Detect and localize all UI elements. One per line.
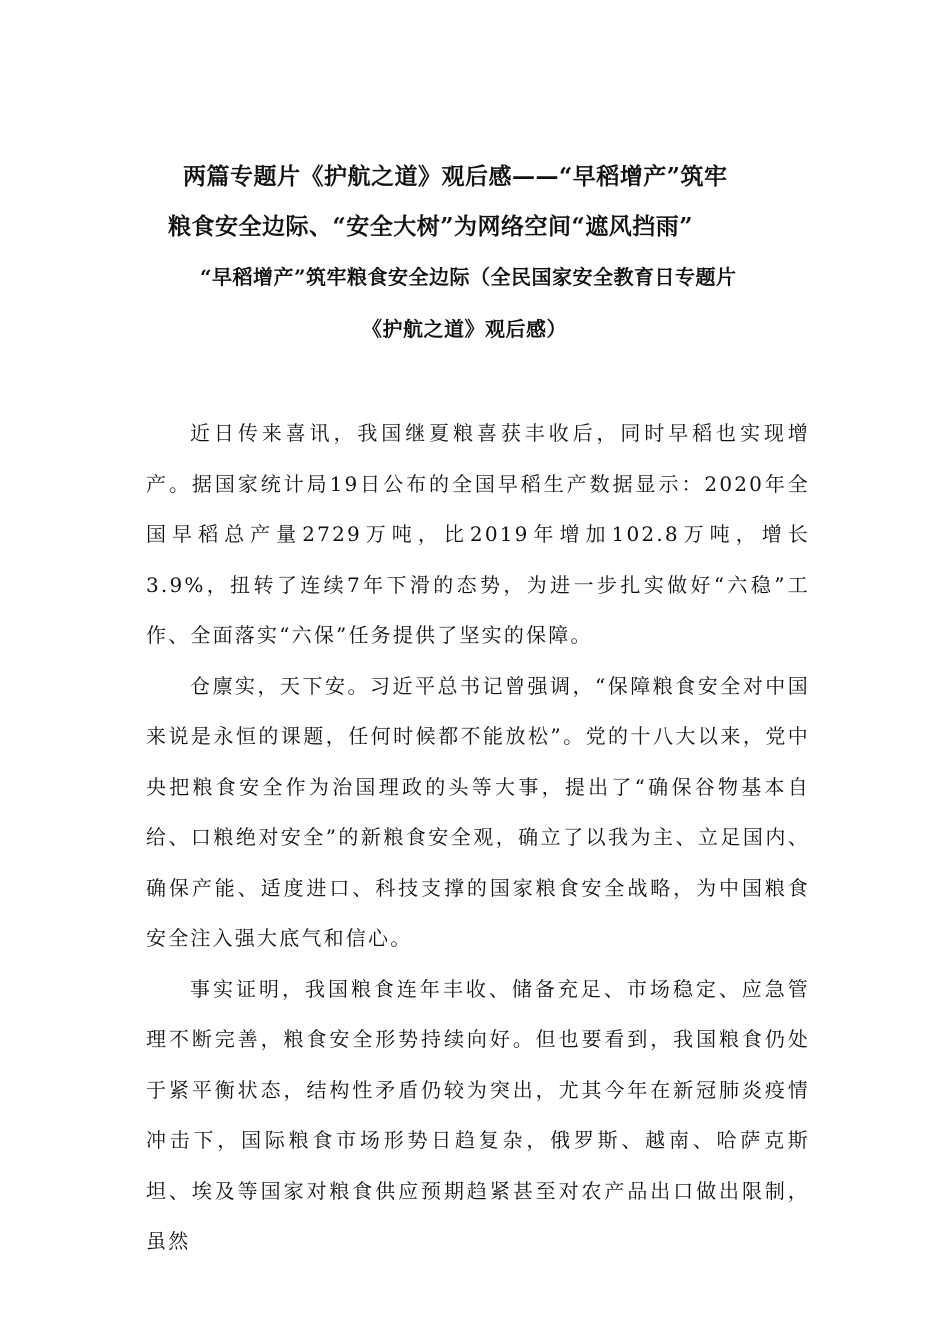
article-subtitle-line-1: “早稻增产”筑牢粮食安全边际（全民国家安全教育日专题片 (200, 265, 737, 289)
article-subtitle-line-2: 《护航之道》观后感） (362, 317, 567, 341)
paragraph-1: 近日传来喜讯，我国继夏粮喜获丰收后，同时早稻也实现增产。据国家统计局19日公布的全国早稻生产数据显示：2020年全国早稻总产量2729万吨，比2019年增加102.8万吨，增长3.9%，扭转了连续7年下滑的态势，为进一步扎实做好“六稳”工作、全面落实“六保”任务提供了坚实的保障。 (146, 421, 810, 647)
paragraph-2: 仓廪实，天下安。习近平总书记曾强调，“保障粮食安全对中国来说是永恒的课题，任何时候都不能放松”。党的十八大以来，党中央把粮食安全作为治国理政的头等大事，提出了“确保谷物基本自给、口粮绝对安全”的新粮食安全观，确立了以我为主、立足国内、确保产能、适度进口、科技支撑的国家粮食安全战略，为中国粮食安全注入强大底气和信心。 (146, 673, 810, 950)
article-body (146, 408, 810, 1267)
paragraph-3: 事实证明，我国粮食连年丰收、储备充足、市场稳定、应急管理不断完善，粮食安全形势持续向好。但也要看到，我国粮食仍处于紧平衡状态，结构性矛盾仍较为突出，尤其今年在新冠肺炎疫情冲击下，国际粮食市场形势日趋复杂，俄罗斯、越南、哈萨克斯坦、埃及等国家对粮食供应预期趋紧甚至对农产品出口做出限制，虽然 (146, 976, 810, 1253)
document-title-line-1: 两篇专题片《护航之道》观后感——“早稻增产”筑牢 (183, 163, 728, 190)
document-title-line-2: 粮食安全边际、“安全大树”为网络空间“遮风挡雨” (168, 213, 693, 240)
